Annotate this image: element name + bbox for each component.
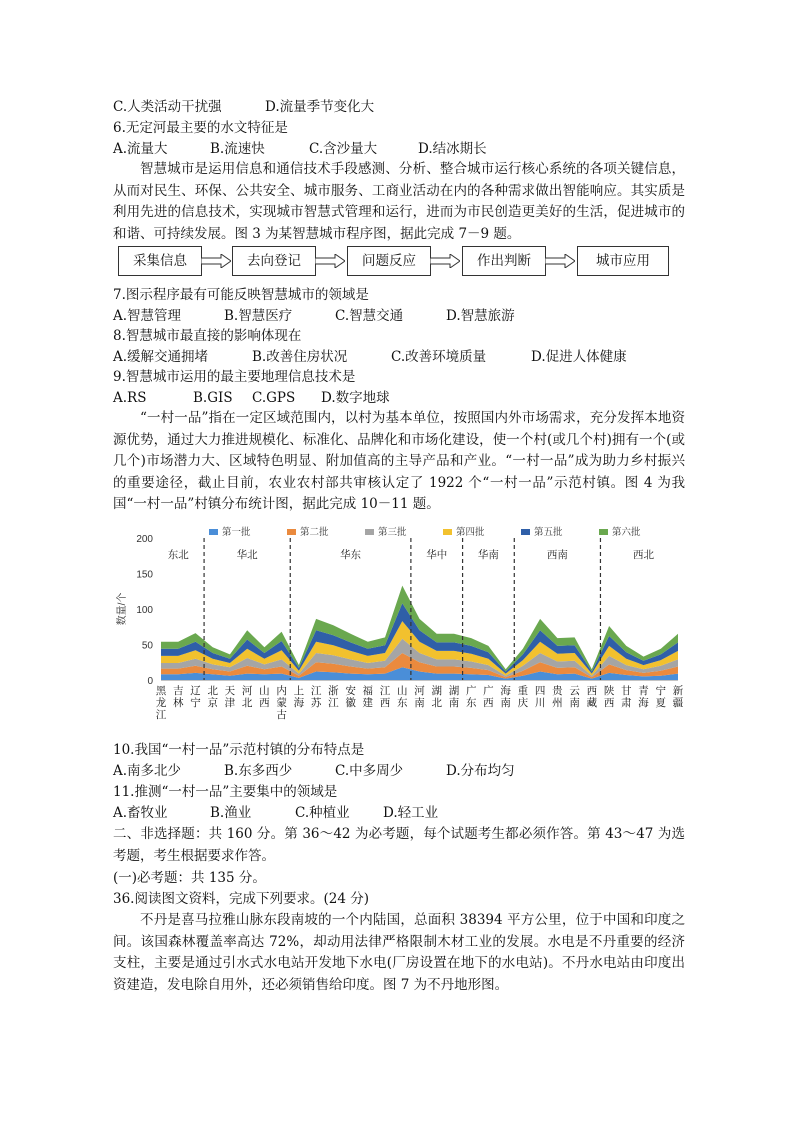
- q10-option-c: C.中多周少: [335, 763, 404, 779]
- y-tick-label: 0: [147, 676, 153, 687]
- x-tick-label: 云: [569, 685, 580, 697]
- y-tick-label: 50: [141, 640, 153, 652]
- passage-one-village-text: “一村一品”指在一定区域范围内，以村为基本单位，按照国内外市场需求，充分发挥本地资源优势，通过大力推进规模化、标准化、品牌化和市场化建设，使一个村(或几个村)拥有一个(或几个)市场潜力大、区域特色明显、附加值高的主导产品和产业。“一村一品”成为助力乡村振兴的重要途径，截止目前，农业农村部共审核认定了 1922 个“一村一品”示范村镇。图 4 为我国“一村一品”村镇分布统计图，据此完成 10－11 题。: [113, 410, 685, 512]
- q8-option-c: C.改善环境质量: [391, 349, 487, 365]
- x-tick-label: 北: [431, 697, 442, 709]
- flow-step-3: 问题反应: [347, 246, 431, 276]
- x-tick-label: 夏: [655, 697, 667, 709]
- x-tick-label: 东: [397, 697, 408, 709]
- x-tick-label: 山: [397, 685, 408, 697]
- x-tick-label: 河: [414, 685, 425, 697]
- region-label: 华中: [426, 549, 448, 561]
- x-tick-label: 安: [345, 685, 356, 697]
- legend-swatch: [521, 529, 530, 535]
- x-tick-label: 江: [328, 697, 339, 709]
- q9-option-a: A.RS: [113, 390, 147, 406]
- q6-option-c: C.含沙量大: [309, 141, 378, 157]
- x-tick-label: 上: [293, 685, 305, 697]
- x-tick-label: 吉: [172, 685, 184, 697]
- x-tick-label: 江: [379, 685, 391, 697]
- q6-option-b: B.流速快: [210, 141, 265, 157]
- x-tick-label: 北: [207, 685, 218, 697]
- q6-option-a: A.流量大: [113, 141, 168, 157]
- x-tick-label: 海: [638, 697, 649, 709]
- x-tick-label: 西: [259, 697, 270, 709]
- x-tick-label: 河: [241, 685, 253, 697]
- flow-arrow-icon: [201, 254, 231, 268]
- x-tick-label: 山: [259, 685, 270, 697]
- x-tick-label: 福: [362, 685, 374, 697]
- legend-swatch: [443, 529, 452, 535]
- x-tick-label: 古: [276, 709, 287, 721]
- x-tick-label: 藏: [586, 697, 598, 709]
- q5-option-c: C.人类活动干扰强: [113, 99, 222, 115]
- x-tick-label: 重: [517, 685, 529, 697]
- q11-stem: 11.推测“一村一品”主要集中的领域是: [113, 784, 338, 800]
- legend-swatch: [365, 529, 374, 535]
- x-tick-label: 川: [534, 697, 546, 709]
- x-tick-label: 疆: [672, 697, 683, 709]
- q6-stem: 6.无定河最主要的水文特征是: [113, 120, 288, 136]
- x-tick-label: 西: [603, 697, 615, 709]
- flow-arrow-icon: [430, 254, 460, 268]
- q5-option-d: D.流量季节变化大: [265, 99, 375, 115]
- region-label: 西南: [546, 549, 568, 561]
- q8-stem: 8.智慧城市最直接的影响体现在: [113, 328, 302, 344]
- x-tick-label: 西: [483, 697, 494, 709]
- x-tick-label: 北: [241, 697, 253, 709]
- x-tick-label: 庆: [517, 697, 529, 709]
- x-tick-label: 天: [224, 685, 236, 697]
- section-2-heading: [113, 824, 685, 867]
- legend-swatch: [599, 529, 608, 535]
- x-tick-label: 江: [310, 685, 322, 697]
- q7-option-c: C.智慧交通: [335, 308, 404, 324]
- x-tick-label: 宁: [190, 697, 201, 709]
- x-tick-label: 南: [448, 697, 460, 709]
- area-chart: [113, 520, 683, 735]
- passage-bhutan-text: 不丹是喜马拉雅山脉东段南坡的一个内陆国，总面积 38394 平方公里，位于中国和印度之间。该国森林覆盖率高达 72%，却动用法律严格限制木材工业的发展。水电是不丹重要的经济支柱，主要是通过引水式水电站开发地下水电(厂房设置在地下的水电站)。不丹水电站由印度出资建造，发电除自用外，还必须销售给印度。图 7 为不丹地形图。: [113, 912, 685, 993]
- legend-label: 第五批: [534, 527, 563, 538]
- region-label: 华南: [477, 549, 499, 561]
- legend-label: 第六批: [612, 527, 641, 538]
- q9-option-c: C.GPS: [252, 390, 296, 406]
- x-tick-label: 新: [672, 685, 683, 697]
- q8-option-d: D.促进人体健康: [531, 349, 627, 365]
- q11-option-a: A.畜牧业: [113, 805, 168, 821]
- chart-one-village-distribution: [113, 520, 683, 735]
- x-tick-label: 黑: [155, 685, 167, 697]
- region-label: 华东: [340, 549, 362, 561]
- x-tick-label: 辽: [190, 685, 201, 697]
- legend-label: 第二批: [300, 527, 329, 538]
- flow-step-1: 采集信息: [118, 246, 202, 276]
- x-tick-label: 浙: [328, 685, 339, 697]
- passage-smart-city: [113, 159, 685, 245]
- x-tick-label: 东: [465, 697, 477, 709]
- x-tick-label: 津: [224, 697, 236, 709]
- x-tick-label: 广: [465, 685, 477, 697]
- legend-label: 第一批: [222, 527, 251, 538]
- x-tick-label: 京: [207, 697, 218, 709]
- q36-stem: 36.阅读图文资料，完成下列要求。(24 分): [113, 891, 369, 907]
- x-tick-label: 甘: [621, 685, 632, 697]
- required-heading: (一)必考题：共 135 分。: [113, 870, 266, 886]
- flow-diagram: [113, 246, 683, 278]
- flow-step-2: 去向登记: [232, 246, 316, 276]
- x-tick-label: 西: [379, 697, 391, 709]
- q7-option-a: A.智慧管理: [113, 308, 182, 324]
- q7-option-b: B.智慧医疗: [224, 308, 293, 324]
- legend-swatch: [287, 529, 296, 535]
- q9-option-d: D.数字地球: [321, 390, 390, 406]
- x-tick-label: 肃: [621, 697, 632, 709]
- flow-step-4: 作出判断: [462, 246, 546, 276]
- x-tick-label: 建: [362, 697, 374, 709]
- q10-option-d: D.分布均匀: [446, 763, 515, 779]
- x-tick-label: 青: [638, 685, 649, 697]
- x-tick-label: 林: [172, 697, 184, 709]
- passage-bhutan: [113, 910, 685, 996]
- q10-stem: 10.我国“一村一品”示范村镇的分布特点是: [113, 742, 365, 758]
- legend-label: 第四批: [456, 527, 485, 538]
- q9-stem: 9.智慧城市运用的最主要地理信息技术是: [113, 369, 356, 385]
- x-tick-label: 徽: [345, 697, 356, 709]
- x-tick-label: 苏: [310, 697, 322, 709]
- q8-option-b: B.改善住房状况: [252, 349, 348, 365]
- legend-label: 第三批: [378, 527, 407, 538]
- x-tick-label: 南: [500, 697, 511, 709]
- q7-option-d: D.智慧旅游: [446, 308, 515, 324]
- region-label: 西北: [633, 549, 655, 561]
- x-tick-label: 蒙: [276, 697, 287, 709]
- x-tick-label: 宁: [655, 685, 667, 697]
- x-tick-label: 四: [534, 685, 546, 697]
- q10-option-a: A.南多北少: [113, 763, 182, 779]
- x-tick-label: 州: [552, 697, 563, 709]
- x-tick-label: 贵: [552, 685, 563, 697]
- passage-one-village: [113, 408, 685, 516]
- x-tick-label: 龙: [155, 697, 167, 709]
- q6-option-d: D.结冰期长: [418, 141, 487, 157]
- q11-option-b: B.渔业: [210, 805, 252, 821]
- passage-smart-city-text: 智慧城市是运用信息和通信技术手段感测、分析、整合城市运行核心系统的各项关键信息，从而对民生、环保、公共安全、城市服务、工商业活动在内的各种需求做出智能响应。其实质是利用先进的信息技术，实现城市智慧式管理和运行，进而为市民创造更美好的生活，促进城市的和谐、可持续发展。图 3 为某智慧城市程序图，据此完成 7－9 题。: [113, 161, 685, 242]
- y-tick-label: 100: [136, 605, 153, 616]
- y-axis-label: 数量/个: [117, 592, 128, 626]
- q7-stem: 7.图示程序最有可能反映智慧城市的领域是: [113, 287, 369, 303]
- region-label: 东北: [167, 549, 189, 561]
- q9-option-b: B.GIS: [193, 390, 233, 406]
- legend-swatch: [209, 529, 218, 535]
- q11-option-c: C.种植业: [295, 805, 350, 821]
- flow-step-5: 城市应用: [577, 246, 669, 276]
- y-tick-label: 150: [136, 569, 153, 581]
- flow-arrow-icon: [315, 254, 345, 268]
- x-tick-label: 南: [569, 697, 580, 709]
- region-label: 华北: [236, 549, 258, 561]
- x-tick-label: 海: [500, 685, 511, 697]
- q8-option-a: A.缓解交通拥堵: [113, 349, 209, 365]
- q11-option-d: D.轻工业: [383, 805, 439, 821]
- x-tick-label: 江: [155, 709, 167, 721]
- x-tick-label: 广: [483, 685, 494, 697]
- q10-option-b: B.东多西少: [224, 763, 293, 779]
- x-tick-label: 内: [276, 685, 287, 697]
- flow-arrow-icon: [545, 254, 575, 268]
- y-tick-label: 200: [136, 534, 153, 545]
- x-tick-label: 湖: [448, 685, 460, 697]
- x-tick-label: 陕: [603, 685, 615, 697]
- x-tick-label: 湖: [431, 685, 442, 697]
- x-tick-label: 南: [414, 697, 425, 709]
- section-2-text: 二、非选择题：共 160 分。第 36～42 为必考题，每个试题考生都必须作答。第 43～47 为选考题，考生根据要求作答。: [113, 826, 685, 864]
- x-tick-label: 海: [293, 697, 305, 709]
- x-tick-label: 西: [586, 685, 598, 697]
